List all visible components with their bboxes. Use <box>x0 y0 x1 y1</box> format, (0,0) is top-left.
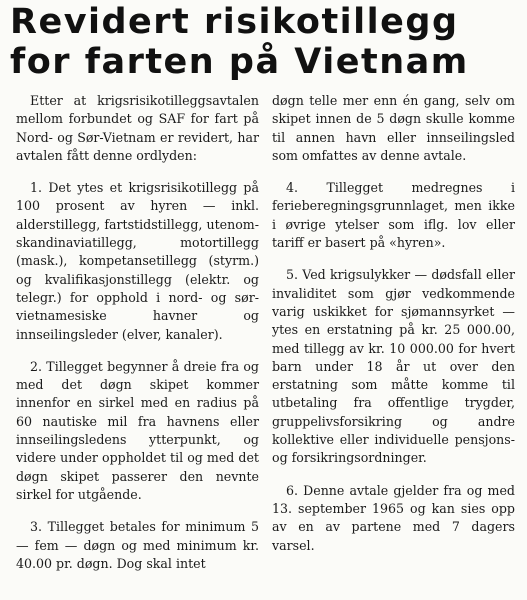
column-right <box>272 92 517 587</box>
paragraph-3: 3. Tillegget betales for minimum 5 — fem — døgn og med minimum kr. 40.00 pr. døgn. Dog skal intet <box>16 519 259 571</box>
paragraph-3-continued: døgn telle mer enn én gang, selv om skipet innen de 5 døgn skulle komme til annen havn eller innseilingsled som omfattes av denne avtale. <box>272 93 515 163</box>
intro-paragraph: Etter at krigsrisikotilleggsavtalen mellom forbundet og SAF for fart på Nord- og Sør-Vietnam er revidert, har avtalen fått denne ordlyden: <box>16 93 259 163</box>
article-body <box>10 92 517 587</box>
paragraph-4: 4. Tillegget medregnes i ferieberegningsgrunnlaget, men ikke i øvrige ytelser som iflg. lov eller tariff er basert på «hyren». <box>272 180 515 251</box>
paragraph-6: 6. Denne avtale gjelder fra og med 13. september 1965 og kan sies opp av en av partene med 7 dagers varsel. <box>272 482 515 553</box>
headline-line-2: for farten på Vietnam <box>10 42 469 82</box>
headline-line-1: Revidert risikotillegg <box>10 2 459 42</box>
headline <box>10 0 517 82</box>
column-left <box>10 92 259 587</box>
paragraph-5: 5. Ved krigsulykker — dødsfall eller invaliditet som gjør vedkommende varig uskikket for sjømannsyrket — ytes en erstatning på kr. 25 000.00, med tillegg av kr. 10 000.00 for hvert barn under 18 år ut over den erstatning som måtte komme til utbetaling fra offentlige trygder, gruppelivsforsikring og andre kollektive eller individuelle pensjons- og forsikringsordninger. <box>272 267 515 466</box>
paragraph-1: 1. Det ytes et krigsrisikotillegg på 100 prosent av hyren — inkl. alderstillegg, fartstidstillegg, utenom-skandinaviatillegg, motortillegg (mask.), kompetansetillegg (styrm.) og kvalifikasjonstillegg (elektr. og telegr.) for opphold i nord- og sør-vietnamesiske havner og innseilingsleder (elver, kanaler). <box>16 180 259 342</box>
paragraph-2: 2. Tillegget begynner å dreie fra og med det døgn skipet kommer innenfor en sirkel med en radius på 60 nautiske mil fra havnens eller innseilingsledens ytterpunkt, og videre under oppholdet til og med det døgn skipet passerer den nevnte sirkel for utgående. <box>16 358 259 502</box>
